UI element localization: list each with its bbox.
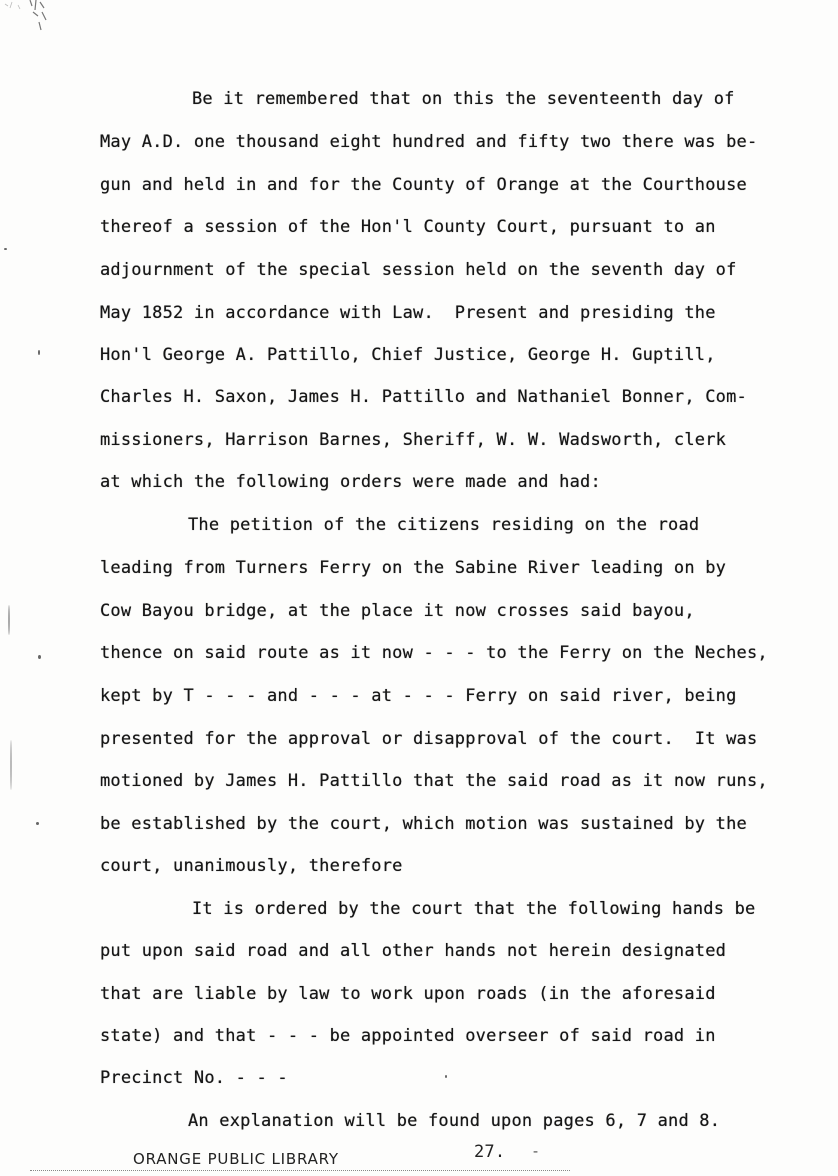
text-line: that are liable by law to work upon roads (in the aforesaid <box>100 984 716 1004</box>
scan-speck <box>38 350 40 355</box>
bottom-rule <box>30 1170 570 1171</box>
text-line: Cow Bayou bridge, at the place it now crosses said bayou, <box>100 601 695 621</box>
page-number: 27. <box>474 1142 506 1162</box>
text-line: be established by the court, which motion was sustained by the <box>100 814 747 834</box>
text-line: gun and held in and for the County of Orange at the Courthouse <box>100 175 747 195</box>
text-line: state) and that - - - be appointed overseer of said road in <box>100 1026 716 1046</box>
text-line: thence on said route as it now - - - to the Ferry on the Neches, <box>100 643 768 663</box>
scan-speck <box>38 655 41 659</box>
text-line: Hon'l George A. Pattillo, Chief Justice, George H. Guptill, <box>100 345 716 365</box>
scan-speck <box>4 248 7 250</box>
text-line: leading from Turners Ferry on the Sabine River leading on by <box>100 558 727 578</box>
text-line: May 1852 in accordance with Law. Present and presiding the <box>100 303 716 323</box>
text-line: It is ordered by the court that the following hands be <box>192 899 756 919</box>
scan-speck <box>8 605 10 635</box>
scan-speck <box>36 822 39 825</box>
text-line: court, unanimously, therefore <box>100 856 403 876</box>
text-line: at which the following orders were made and had: <box>100 472 601 492</box>
text-line: The petition of the citizens residing on the road <box>188 515 700 535</box>
text-line: motioned by James H. Pattillo that the said road as it now runs, <box>100 771 768 791</box>
text-line: kept by T - - - and - - - at - - - Ferry on said river, being <box>100 686 737 706</box>
text-line: An explanation will be found upon pages 6, 7 and 8. <box>188 1111 721 1131</box>
text-line: thereof a session of the Hon'l County Court, pursuant to an <box>100 217 716 237</box>
text-line: Charles H. Saxon, James H. Pattillo and Nathaniel Bonner, Com- <box>100 387 747 407</box>
text-line: missioners, Harrison Barnes, Sheriff, W. W. Wadsworth, clerk <box>100 430 727 450</box>
text-line: Precinct No. - - - <box>100 1068 288 1088</box>
scan-artifact-mark <box>0 0 52 44</box>
scan-speck <box>10 740 12 790</box>
text-line: adjournment of the special session held on the seventh day of <box>100 260 737 280</box>
library-stamp: ORANGE PUBLIC LIBRARY <box>133 1150 339 1168</box>
text-line: May A.D. one thousand eight hundred and fifty two there was be- <box>100 132 758 152</box>
text-line: presented for the approval or disapproval of the court. It was <box>100 729 758 749</box>
scan-speck <box>445 1075 447 1078</box>
text-line: put upon said road and all other hands not herein designated <box>100 941 727 961</box>
footer-dash: - <box>531 1142 541 1160</box>
text-line: Be it remembered that on this the seventeenth day of <box>192 89 735 109</box>
